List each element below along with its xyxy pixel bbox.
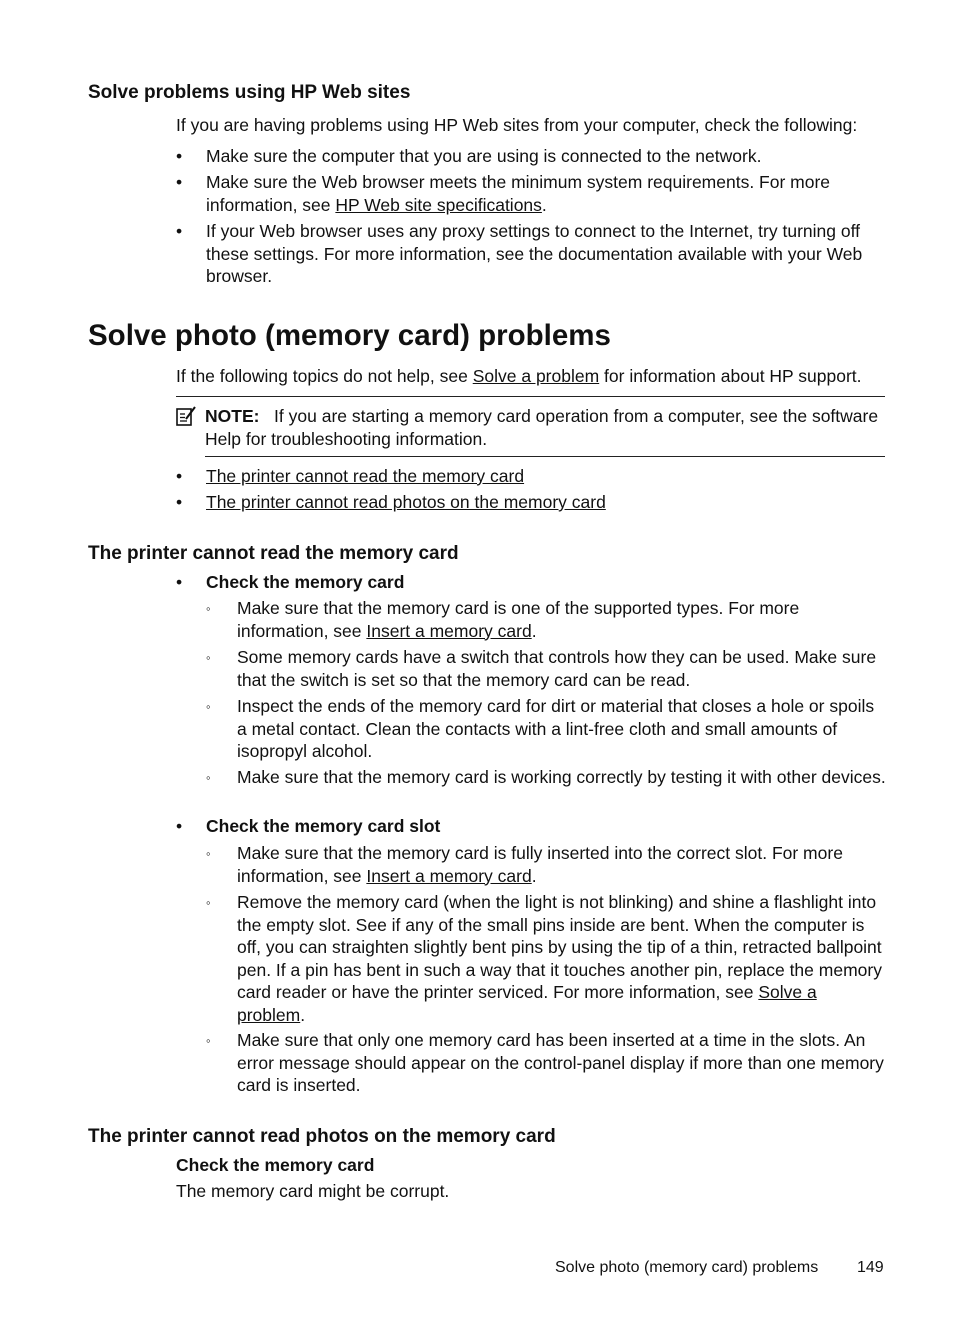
check-slot-item-inserted: Make sure that the memory card is fully inserted into the correct slot. For more information, see Insert a memory card. — [237, 843, 843, 886]
cannot-read-card-heading: The printer cannot read the memory card — [88, 543, 459, 564]
sub-bullet-glyph: ◦ — [206, 650, 211, 665]
check-slot-group-title: Check the memory card slot — [206, 816, 441, 836]
bullet-glyph: • — [176, 492, 183, 512]
bullet-glyph: • — [176, 816, 183, 836]
check-card-item-types: Make sure that the memory card is one of the supported types. For more information, see Insert a memory card. — [237, 598, 800, 641]
check-slot-item-one-card: Make sure that only one memory card has been inserted at a time in the slots. An error message should appear on the control-panel display if more than one memory card is inserted. — [237, 1030, 884, 1095]
topic-list-item — [206, 491, 886, 514]
footer-section-name: Solve photo (memory card) problems — [555, 1259, 819, 1276]
note-text: If you are starting a memory card operation from a computer, see the software Help for troubleshooting information. — [205, 406, 879, 449]
bullet-glyph: • — [176, 146, 183, 166]
check-card-item-contacts: Inspect the ends of the memory card for dirt or material that closes a hole or spoils a metal contact. Clean the contacts with a lint-free cloth and small amounts of isopropyl alcohol. — [237, 696, 875, 761]
page-number: 149 — [857, 1259, 884, 1276]
note-label: NOTE: — [205, 406, 260, 426]
web-sites-heading: Solve problems using HP Web sites — [88, 82, 411, 103]
note-bottom-rule — [205, 456, 885, 457]
topic-list-item — [206, 465, 886, 488]
sub-bullet-glyph: ◦ — [206, 601, 211, 616]
web-sites-intro: If you are having problems using HP Web sites from your computer, check the following: — [176, 115, 858, 135]
check-card-subheading: Check the memory card — [176, 1155, 375, 1175]
web-item-network: Make sure the computer that you are using is connected to the network. — [206, 146, 762, 166]
solve-a-problem-link[interactable]: Solve a problem — [472, 366, 600, 386]
check-slot-item-pins: Remove the memory card (when the light is not blinking) and shine a flashlight into the empty slot. See if any of the small pins inside are bent. When the computer is off, you can straighten slightly bent pins by using the tip of a thin, retracted ballpoint pen. If a pin has bent in such a way that it touches another pin, replace the memory card reader or have the printer serviced. For more information, see Solve a problem. — [237, 892, 882, 1025]
bullet-glyph: • — [176, 466, 183, 486]
cannot-read-memory-card-link[interactable]: The printer cannot read the memory card — [206, 466, 525, 486]
note-top-rule — [176, 396, 885, 397]
sub-bullet-glyph: ◦ — [206, 699, 211, 714]
web-item-proxy: If your Web browser uses any proxy settings to connect to the Internet, try turning off these settings. For more information, see the documentation available with your Web browser. — [206, 221, 863, 286]
page-title: Solve photo (memory card) problems — [88, 319, 611, 352]
bullet-glyph: • — [176, 221, 183, 241]
corrupt-card-text: The memory card might be corrupt. — [176, 1181, 450, 1201]
sub-bullet-glyph: ◦ — [206, 770, 211, 785]
photo-intro: If the following topics do not help, see Solve a problem for information about HP support. — [176, 366, 862, 386]
insert-memory-card-link[interactable]: Insert a memory card — [366, 865, 532, 886]
note-icon — [175, 405, 197, 427]
check-card-group-title: Check the memory card — [206, 572, 405, 592]
note-block — [205, 405, 886, 450]
sub-bullet-glyph: ◦ — [206, 895, 211, 910]
check-card-item-other-devices: Make sure that the memory card is working correctly by testing it with other devices. — [237, 767, 886, 787]
bullet-glyph: • — [176, 572, 183, 592]
check-card-item-switch: Some memory cards have a switch that controls how they can be used. Make sure that the switch is set so that the memory card can be read. — [237, 647, 877, 690]
bullet-glyph: • — [176, 172, 183, 192]
cannot-read-photos-link[interactable]: The printer cannot read photos on the memory card — [206, 492, 606, 512]
sub-bullet-glyph: ◦ — [206, 1033, 211, 1048]
insert-memory-card-link[interactable]: Insert a memory card — [366, 620, 532, 641]
web-item-browser-requirements: Make sure the Web browser meets the minimum system requirements. For more information, see HP Web site specifications. — [206, 172, 831, 215]
hp-web-site-specifications-link[interactable]: HP Web site specifications — [335, 194, 542, 215]
solve-a-problem-link[interactable]: Solve a problem — [237, 982, 817, 1025]
sub-bullet-glyph: ◦ — [206, 846, 211, 861]
cannot-read-photos-heading: The printer cannot read photos on the memory card — [88, 1126, 556, 1147]
